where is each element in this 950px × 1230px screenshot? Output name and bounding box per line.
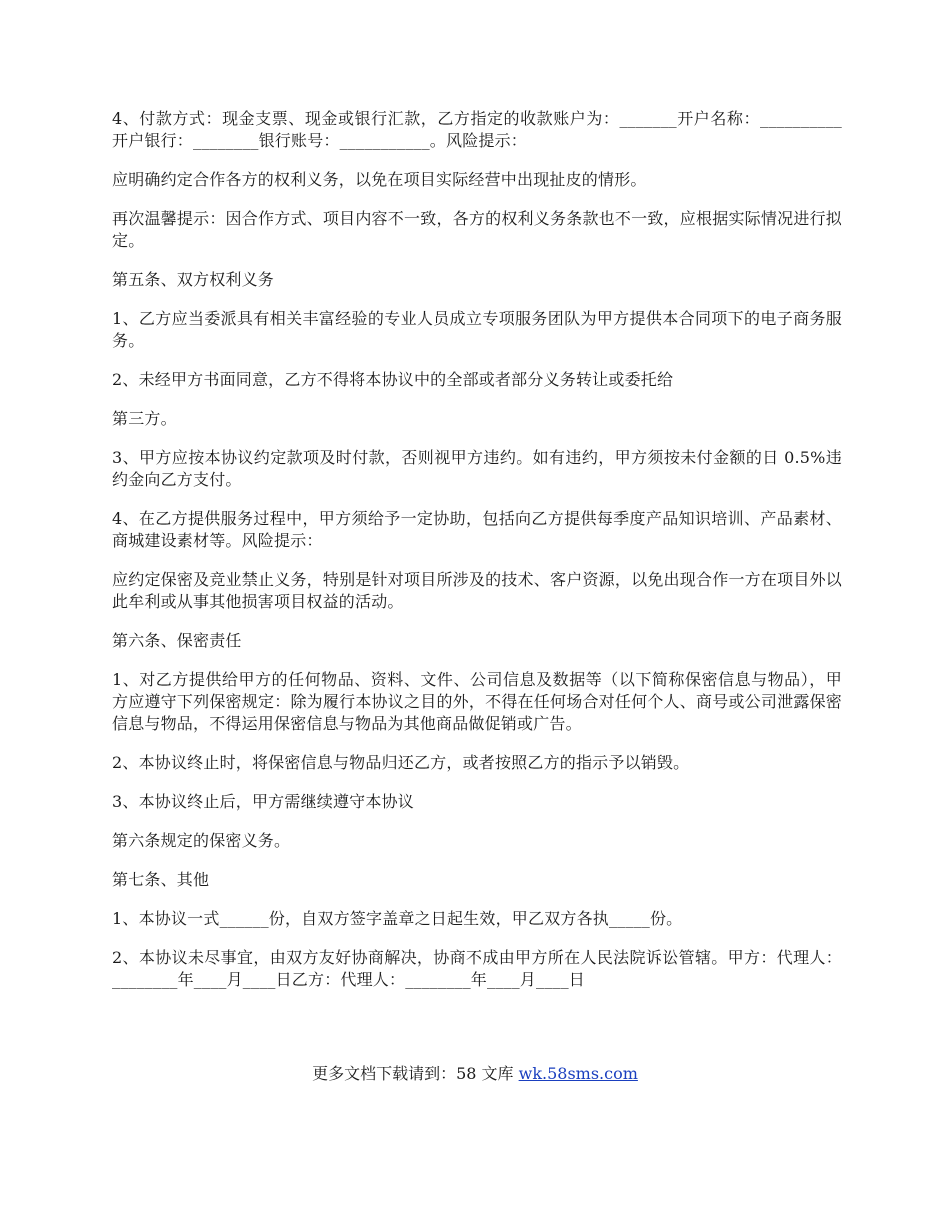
section-heading-article-5: 第五条、双方权利义务 bbox=[112, 270, 275, 289]
footer-link[interactable]: wk.58sms.com bbox=[518, 1064, 638, 1083]
paragraph-article6-item3-cont: 第六条规定的保密义务。 bbox=[112, 831, 291, 850]
paragraph-reminder: 再次温馨提示：因合作方式、项目内容不一致，各方的权利义务条款也不一致，应根据实际情况进行拟定。 bbox=[112, 209, 842, 250]
document-body bbox=[112, 108, 842, 1008]
paragraph-article7-item2-signatures: 2、本协议未尽事宜，由双方友好协商解决，协商不成由甲方所在人民法院诉讼管辖。甲方：代理人：________年____月____日乙方：代理人：________年____月____日 bbox=[112, 948, 842, 989]
paragraph-risk-note-confidentiality: 应约定保密及竞业禁止义务，特别是针对项目所涉及的技术、客户资源，以免出现合作一方在项目外以此牟利或从事其他损害项目权益的活动。 bbox=[112, 570, 842, 611]
paragraph-article5-item2: 2、未经甲方书面同意，乙方不得将本协议中的全部或者部分义务转让或委托给 bbox=[112, 370, 674, 389]
paragraph-article5-item3: 3、甲方应按本协议约定款项及时付款，否则视甲方违约。如有违约，甲方须按未付金额的日 0.5%违约金向乙方支付。 bbox=[112, 448, 842, 489]
paragraph-article6-item2: 2、本协议终止时，将保密信息与物品归还乙方，或者按照乙方的指示予以销毁。 bbox=[112, 753, 690, 772]
paragraph-article5-item1: 1、乙方应当委派具有相关丰富经验的专业人员成立专项服务团队为甲方提供本合同项下的电子商务服务。 bbox=[112, 309, 842, 350]
paragraph-payment-method: 4、付款方式：现金支票、现金或银行汇款，乙方指定的收款账户为：_______开户名称：__________开户银行：________银行账号：___________。风险提示： bbox=[112, 109, 842, 150]
section-heading-article-7: 第七条、其他 bbox=[112, 870, 210, 889]
footer bbox=[0, 1063, 950, 1085]
footer-prefix: 更多文档下载请到：58 文库 bbox=[312, 1064, 519, 1083]
paragraph-article6-item1: 1、对乙方提供给甲方的任何物品、资料、文件、公司信息及数据等（以下简称保密信息与物品），甲方应遵守下列保密规定：除为履行本协议之目的外，不得在任何场合对任何个人、商号或公司泄露保密信息与物品，不得运用保密信息与物品为其他商品做促销或广告。 bbox=[112, 670, 842, 733]
section-heading-article-6: 第六条、保密责任 bbox=[112, 631, 242, 650]
paragraph-article5-item2-cont: 第三方。 bbox=[112, 409, 177, 428]
paragraph-article7-item1: 1、本协议一式______份，自双方签字盖章之日起生效，甲乙双方各执_____份。 bbox=[112, 909, 683, 928]
paragraph-article6-item3: 3、本协议终止后，甲方需继续遵守本协议 bbox=[112, 792, 414, 811]
paragraph-risk-note-rights: 应明确约定合作各方的权利义务，以免在项目实际经营中出现扯皮的情形。 bbox=[112, 170, 647, 189]
paragraph-article5-item4: 4、在乙方提供服务过程中，甲方须给予一定协助，包括向乙方提供每季度产品知识培训、产品素材、商城建设素材等。风险提示： bbox=[112, 509, 842, 550]
